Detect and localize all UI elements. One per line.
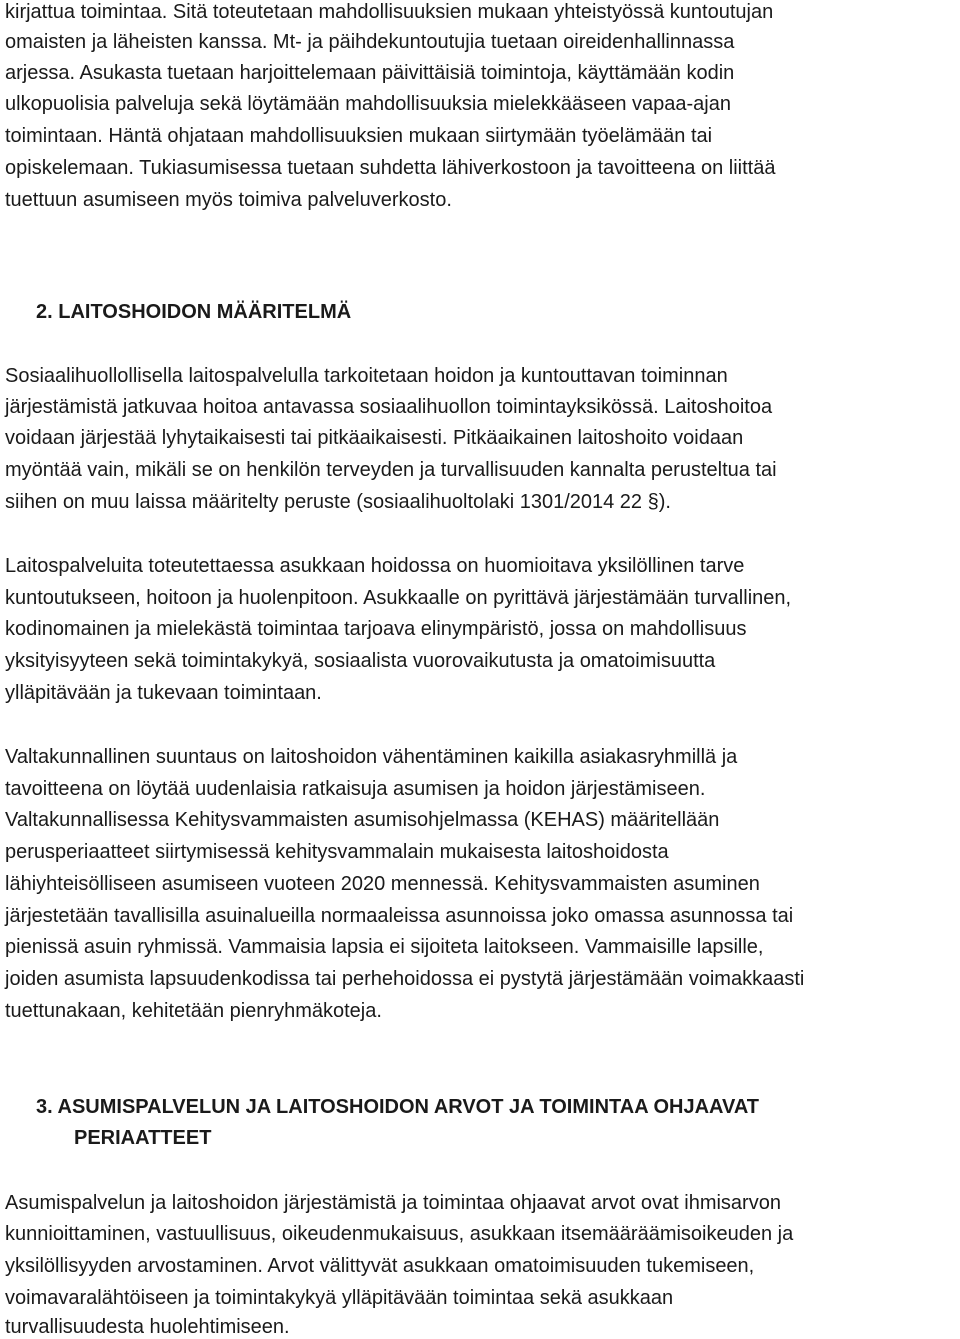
text-line: kunnioittaminen, vastuullisuus, oikeudenmukaisuus, asukkaan itsemääräämisoikeuden ja [5,1223,794,1245]
text-line: kirjattua toimintaa. Sitä toteutetaan mahdollisuuksien mukaan yhteistyössä kuntoutujan [5,1,774,23]
text-line: järjestämistä jatkuvaa hoitoa antavassa sosiaalihuollon toimintayksikössä. Laitoshoitoa [5,396,773,418]
text-line: kodinomainen ja mielekästä toimintaa tarjoava elinympäristö, jossa on mahdollisuus [5,618,747,640]
text-line: ulkopuolisia palveluja sekä löytämään mahdollisuuksia mielekkääseen vapaa-ajan [5,93,731,115]
text-line: ylläpitävään ja tukevaan toimintaan. [5,682,322,704]
text-line: turvallisuudesta huolehtimiseen. [5,1316,290,1338]
text-line: toimintaan. Häntä ohjataan mahdollisuuksien mukaan siirtymään työelämään tai [5,125,713,147]
text-line: pienissä asuin ryhmissä. Vammaisia lapsia ei sijoiteta laitokseen. Vammaisille lapsille, [5,936,764,958]
text-line: lähiyhteisölliseen asumiseen vuoteen 2020 mennessä. Kehitysvammaisten asuminen [5,873,760,895]
text-line: tavoitteena on löytää uudenlaisia ratkaisuja asumisen ja hoidon järjestämiseen. [5,778,706,800]
text-line: yksityisyyteen sekä toimintakykyä, sosiaalista vuorovaikutusta ja omatoimisuutta [5,650,716,672]
section-3-heading-line: 3. ASUMISPALVELUN JA LAITOSHOIDON ARVOT JA TOIMINTAA OHJAAVAT [36,1096,760,1118]
section-3-heading-line: PERIAATTEET [74,1127,212,1149]
text-line: Laitospalveluita toteutettaessa asukkaan hoidossa on huomioitava yksilöllinen tarve [5,555,745,577]
text-line: Sosiaalihuollollisella laitospalvelulla tarkoitetaan hoidon ja kuntouttavan toiminnan [5,365,728,387]
text-line: opiskelemaan. Tukiasumisessa tuetaan suhdetta lähiverkostoon ja tavoitteena on liittää [5,157,776,179]
text-line: voimavaralähtöiseen ja toimintakykyä ylläpitävään toimintaa sekä asukkaan [5,1287,674,1309]
section-2-heading: 2. LAITOSHOIDON MÄÄRITELMÄ [36,301,352,323]
text-line: myöntää vain, mikäli se on henkilön terveyden ja turvallisuuden kannalta perusteltua tai [5,459,777,481]
text-line: siihen on muu laissa määritelty peruste (sosiaalihuoltolaki 1301/2014 22 §). [5,491,671,513]
text-line: kuntoutukseen, hoitoon ja huolenpitoon. Asukkaalle on pyrittävä järjestämään turvallinen, [5,587,792,609]
text-line: Asumispalvelun ja laitoshoidon järjestämistä ja toimintaa ohjaavat arvot ovat ihmisarvon [5,1192,781,1214]
text-line: voidaan järjestää lyhytaikaisesti tai pitkäaikaisesti. Pitkäaikainen laitoshoito voidaan [5,427,744,449]
text-line: perusperiaatteet siirtymisessä kehitysvammalain mukaisesta laitoshoidosta [5,841,669,863]
text-line: Valtakunnallinen suuntaus on laitoshoidon vähentäminen kaikilla asiakasryhmillä ja [5,746,738,768]
text-line: Valtakunnallisessa Kehitysvammaisten asumisohjelmassa (KEHAS) määritellään [5,809,720,831]
text-line: yksilöllisyyden arvostaminen. Arvot välittyvät asukkaan omatoimisuuden tukemiseen, [5,1255,755,1277]
text-line: järjestetään tavallisilla asuinalueilla normaaleissa asunnoissa joko omassa asunnossa tai [5,905,794,927]
text-line: omaisten ja läheisten kanssa. Mt- ja päihdekuntoutujia tuetaan oireidenhallinnassa [5,31,735,53]
text-line: joiden asumista lapsuudenkodissa tai perhehoidossa ei pystytä järjestämään voimakkaasti [5,968,805,990]
text-line: tuettunakaan, kehitetään pienryhmäkoteja. [5,1000,382,1022]
text-line: arjessa. Asukasta tuetaan harjoittelemaan päivittäisiä toimintoja, käyttämään kodin [5,62,735,84]
text-line: tuettuun asumiseen myös toimiva palveluverkosto. [5,189,452,211]
